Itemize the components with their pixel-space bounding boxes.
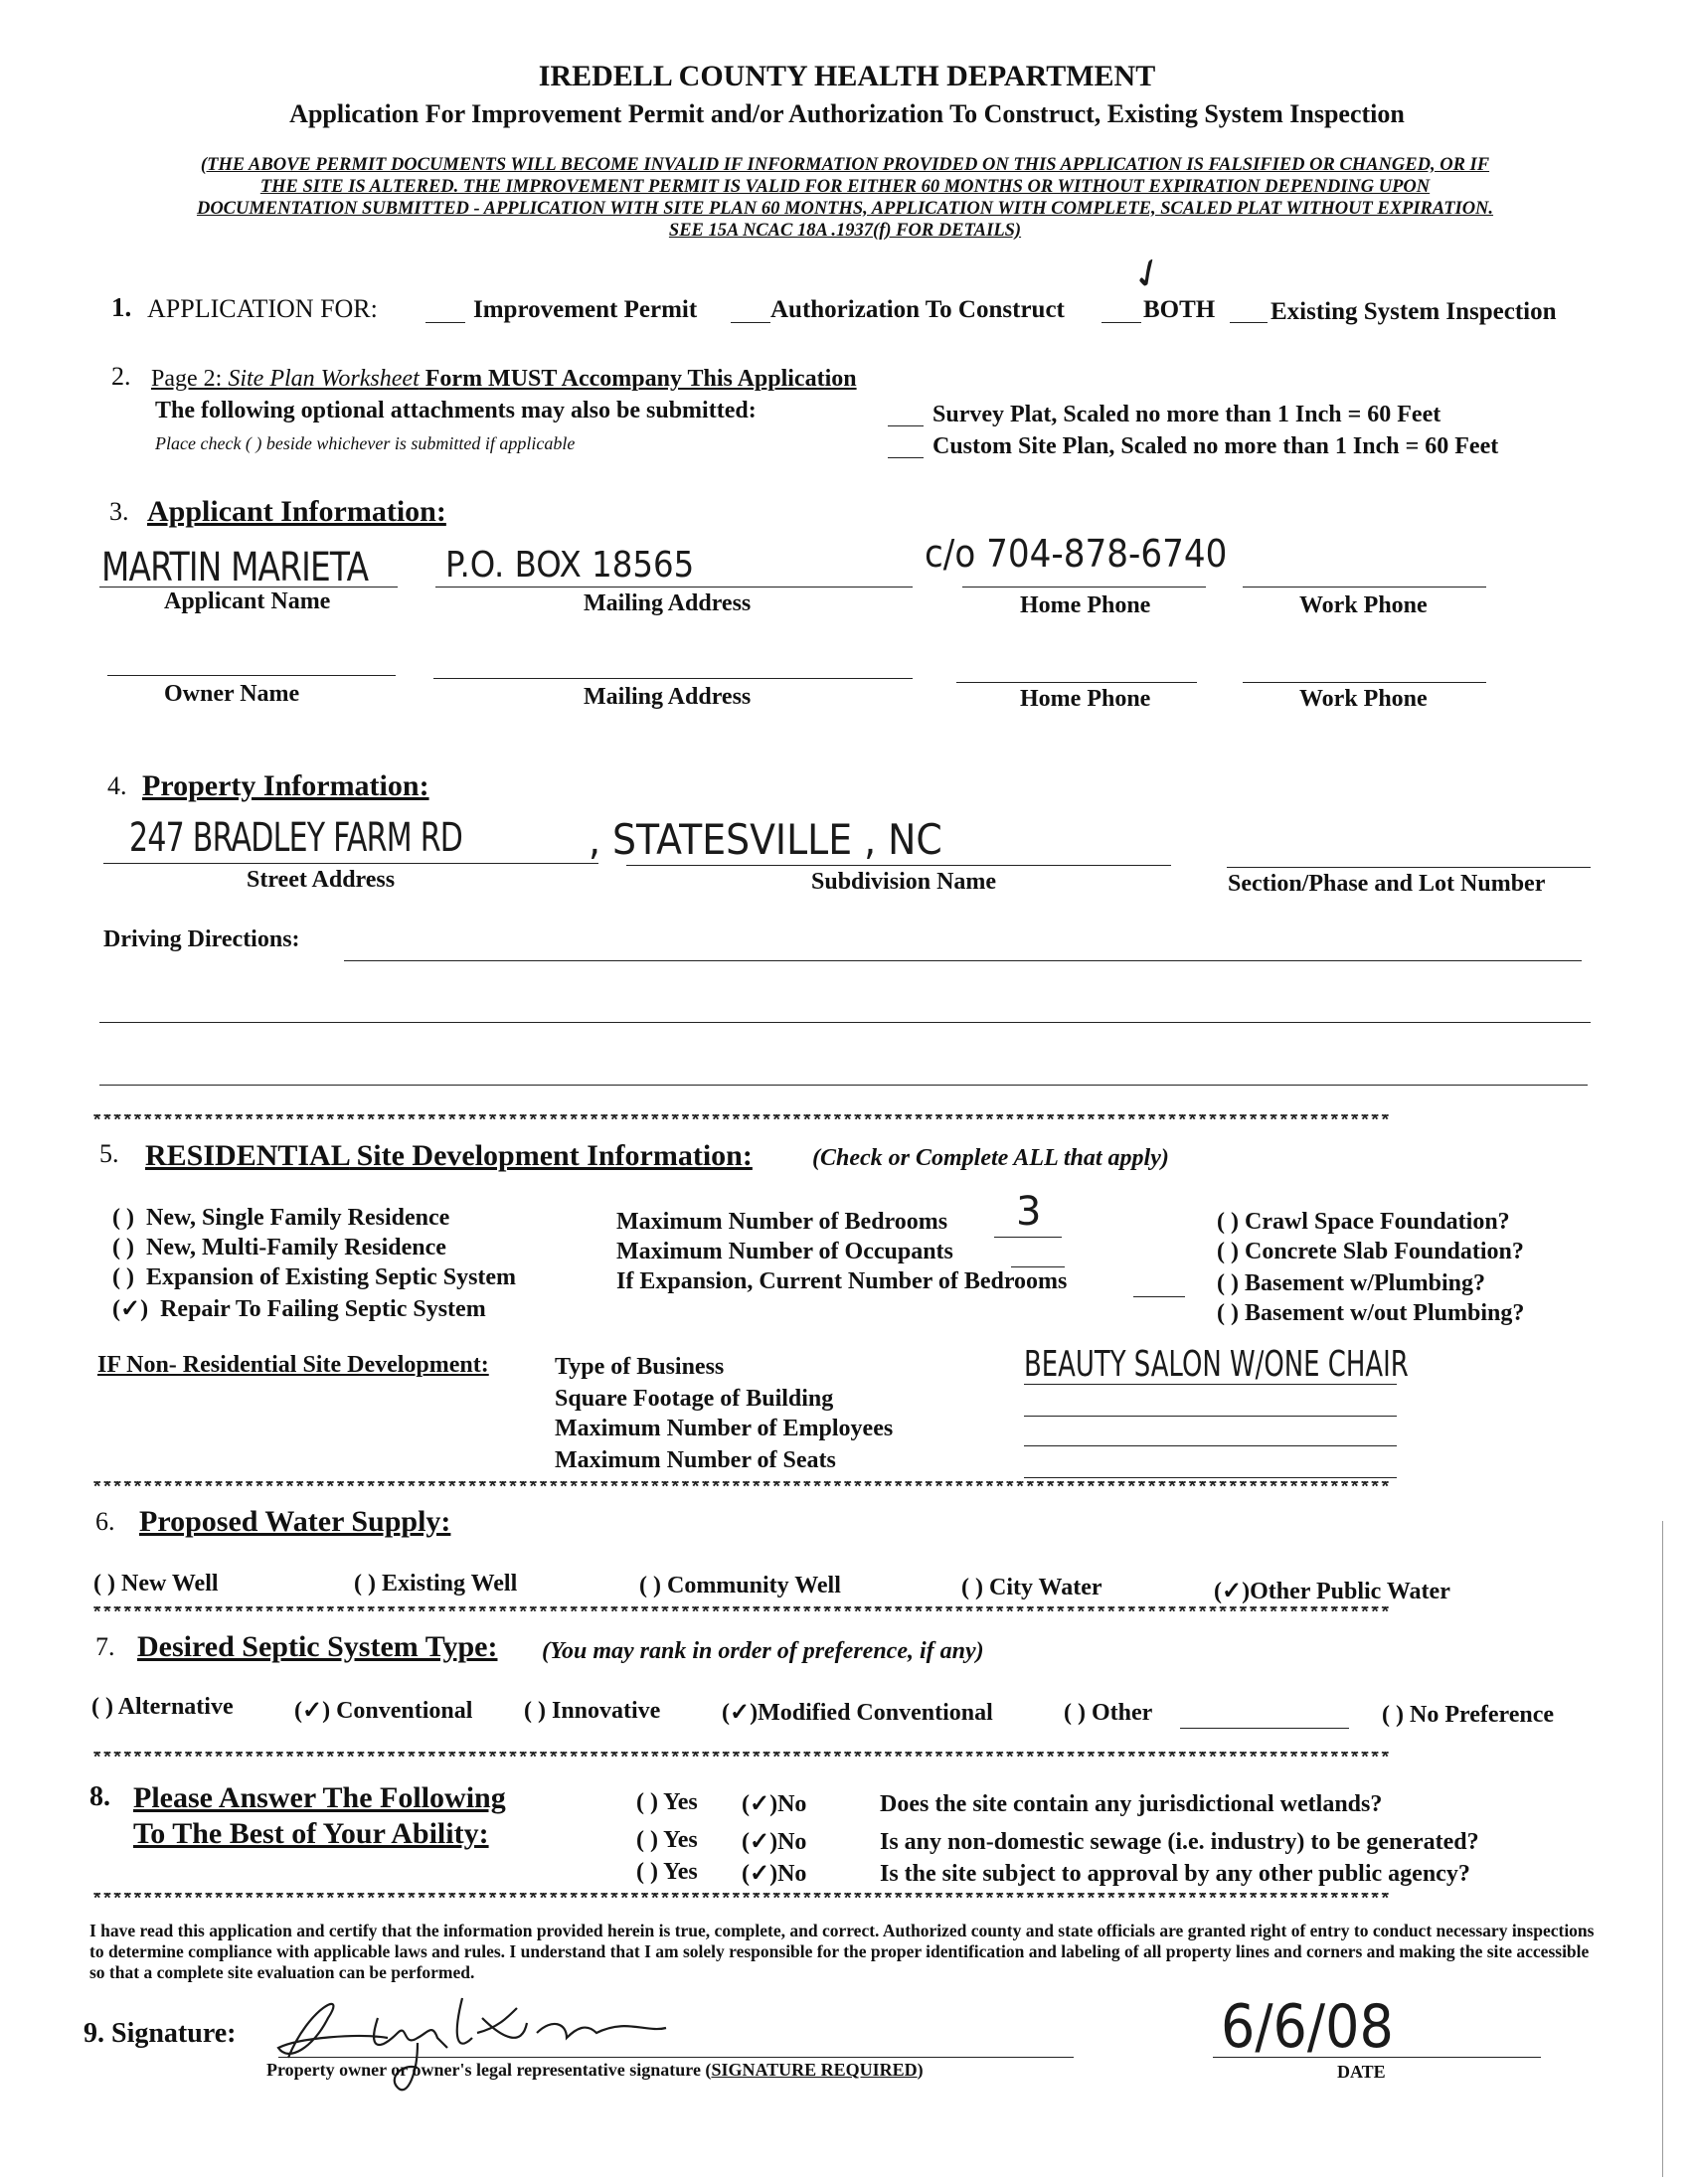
option-authorization-to-construct[interactable]: Authorization To Construct	[770, 296, 1065, 323]
water-new-well[interactable]: ( ) New Well	[93, 1571, 219, 1596]
section-phase-lot-label: Section/Phase and Lot Number	[1228, 871, 1546, 897]
street-address-value: 247 BRADLEY FARM RD	[129, 815, 463, 861]
please-answer-title-line-1: Please Answer The Following	[133, 1781, 506, 1814]
certification-text: I have read this application and certify that the information provided herein is true, complete, and correct. Authorized county and state officials are granted right of entry to conduct necessary inspections to determine compliance with applicable laws and rules. I understand that I am solely responsible for the proper identification and labeling of all property lines and corners and making the site accessible so that a complete site evaluation can be performed.	[89, 1921, 1595, 1982]
septic-system-type-title: Desired Septic System Type:	[137, 1630, 498, 1663]
option-improvement-permit[interactable]: Improvement Permit	[473, 296, 698, 323]
signature-caption	[266, 2060, 924, 2081]
res-option-repair-mark: (✓)	[112, 1296, 149, 1322]
home-phone-value: c/o 704-878-6740	[925, 532, 1228, 576]
optional-attachments-text: The following optional attachments may also be submitted:	[155, 398, 757, 423]
res-option-single-family-mark: ( )	[112, 1205, 134, 1231]
septic-other[interactable]: ( ) Other	[1064, 1700, 1153, 1726]
section-5-number: 5.	[99, 1139, 119, 1168]
wetlands-yes[interactable]: ( ) Yes	[636, 1789, 698, 1815]
signature-caption-prefix: Property owner or owner's legal representative signature (	[266, 2060, 712, 2080]
non-residential-label: IF Non- Residential Site Development:	[97, 1352, 489, 1378]
disclaimer-line-3: DOCUMENTATION SUBMITTED - APPLICATION WITH SITE PLAN 60 MONTHS, APPLICATION WITH COMPLETE, SCALED PLAT WITHOUT EXPIRATION.	[196, 199, 1494, 219]
water-other-public[interactable]: (✓)Other Public Water	[1214, 1579, 1450, 1604]
max-occupants-label: Maximum Number of Occupants	[616, 1239, 953, 1264]
separator-4: ********************************************************************************************************************************	[91, 1752, 1390, 1765]
crawl-space-option[interactable]: ( ) Crawl Space Foundation?	[1217, 1209, 1510, 1235]
max-seats-label: Maximum Number of Seats	[555, 1447, 836, 1473]
date-label: DATE	[1337, 2062, 1386, 2082]
check-all-note: (Check or Complete ALL that apply)	[812, 1145, 1169, 1171]
property-information-title: Property Information:	[142, 769, 429, 802]
septic-alternative[interactable]: ( ) Alternative	[91, 1694, 234, 1720]
both-check-mark: ✓	[1123, 246, 1174, 302]
site-plan-worksheet-notice	[151, 366, 857, 393]
city-state-value: , STATESVILLE , NC	[589, 815, 942, 864]
subdivision-name-label: Subdivision Name	[811, 869, 997, 895]
section-9-number: 9.	[84, 2018, 104, 2049]
owner-work-phone-label: Work Phone	[1299, 686, 1428, 712]
date-value: 6/6/08	[1221, 1992, 1394, 2062]
place-check-note: Place check ( ) beside whichever is submitted if applicable	[155, 433, 576, 453]
section-2-number: 2.	[111, 362, 131, 391]
separator-2: ********************************************************************************************************************************	[91, 1481, 1390, 1495]
septic-conventional[interactable]: (✓) Conventional	[294, 1698, 473, 1724]
street-address-label: Street Address	[247, 867, 396, 893]
page2-prefix: Page 2:	[151, 366, 229, 392]
water-supply-title: Proposed Water Supply:	[139, 1505, 451, 1538]
signature-label	[84, 2018, 237, 2050]
separator-3: ********************************************************************************************************************************	[91, 1606, 1390, 1620]
section-1-number: 1.	[111, 292, 132, 322]
concrete-slab-option[interactable]: ( ) Concrete Slab Foundation?	[1217, 1239, 1524, 1264]
res-option-single-family[interactable]	[112, 1205, 449, 1232]
application-for-label: APPLICATION FOR:	[147, 294, 378, 323]
max-bedrooms-label: Maximum Number of Bedrooms	[616, 1209, 948, 1235]
res-option-expansion-mark: ( )	[112, 1264, 134, 1290]
signature-caption-suffix: )	[917, 2060, 924, 2080]
non-domestic-yes[interactable]: ( ) Yes	[636, 1827, 698, 1853]
water-community-well[interactable]: ( ) Community Well	[639, 1573, 841, 1598]
non-domestic-question: Is any non-domestic sewage (i.e. industry) to be generated?	[880, 1829, 1479, 1855]
page-title: IREDELL COUNTY HEALTH DEPARTMENT	[538, 60, 1156, 92]
square-footage-label: Square Footage of Building	[555, 1386, 834, 1412]
work-phone-label: Work Phone	[1299, 592, 1428, 618]
applicant-information-title: Applicant Information:	[147, 495, 446, 528]
disclaimer-line-1: (THE ABOVE PERMIT DOCUMENTS WILL BECOME INVALID IF INFORMATION PROVIDED ON THIS APPLICATION IS FALSIFIED OR CHANGED, OR IF	[200, 155, 1490, 175]
owner-home-phone-label: Home Phone	[1020, 686, 1151, 712]
residential-title-rest: Site Development Information:	[349, 1139, 753, 1172]
res-option-expansion[interactable]	[112, 1264, 516, 1291]
section-7-number: 7.	[95, 1632, 115, 1661]
rank-preference-note: (You may rank in order of preference, if any)	[542, 1638, 984, 1664]
public-agency-question: Is the site subject to approval by any other public agency?	[880, 1861, 1470, 1887]
owner-mailing-address-label: Mailing Address	[584, 684, 752, 710]
residential-title-bold: RESIDENTIAL	[145, 1139, 350, 1172]
res-option-expansion-label: Expansion of Existing Septic System	[145, 1264, 517, 1290]
signature-label-text: Signature:	[111, 2018, 237, 2049]
please-answer-title-line-2: To The Best of Your Ability:	[133, 1817, 489, 1850]
separator-5: ********************************************************************************************************************************	[91, 1893, 1390, 1907]
section-3-number: 3.	[109, 497, 129, 526]
max-bedrooms-value: 3	[1016, 1189, 1042, 1235]
res-option-repair-label: Repair To Failing Septic System	[160, 1296, 486, 1322]
page2-italic: Site Plan Worksheet	[228, 366, 420, 392]
type-of-business-label: Type of Business	[555, 1354, 725, 1380]
section-4-number: 4.	[107, 771, 127, 800]
water-existing-well[interactable]: ( ) Existing Well	[354, 1571, 518, 1596]
mailing-address-label: Mailing Address	[584, 590, 752, 616]
section-6-number: 6.	[95, 1507, 115, 1536]
wetlands-question: Does the site contain any jurisdictional wetlands?	[880, 1791, 1383, 1817]
driving-directions-label: Driving Directions:	[103, 926, 300, 952]
residential-site-development-title	[145, 1139, 753, 1173]
basement-no-plumbing-option[interactable]: ( ) Basement w/out Plumbing?	[1217, 1300, 1525, 1326]
home-phone-label: Home Phone	[1020, 592, 1151, 618]
section-8-number: 8.	[89, 1781, 110, 1812]
option-survey-plat[interactable]: Survey Plat, Scaled no more than 1 Inch = 60 Feet	[932, 402, 1441, 427]
septic-innovative[interactable]: ( ) Innovative	[524, 1698, 661, 1724]
res-option-repair[interactable]	[112, 1294, 486, 1323]
public-agency-yes[interactable]: ( ) Yes	[636, 1859, 698, 1885]
option-existing-system-inspection[interactable]: Existing System Inspection	[1270, 298, 1557, 325]
wetlands-no[interactable]: (✓)No	[742, 1791, 807, 1817]
page-subtitle: Application For Improvement Permit and/or Authorization To Construct, Existing System Inspection	[289, 99, 1405, 128]
page2-suffix: Form MUST Accompany This Application	[419, 366, 857, 392]
disclaimer-line-4: SEE 15A NCAC 18A .1937(f) FOR DETAILS)	[668, 221, 1022, 241]
option-both[interactable]: BOTH	[1143, 296, 1216, 323]
septic-modified-conventional[interactable]: (✓)Modified Conventional	[722, 1700, 993, 1726]
water-city-water[interactable]: ( ) City Water	[961, 1575, 1102, 1600]
mailing-address-value: P.O. BOX 18565	[445, 545, 695, 586]
separator-1: ********************************************************************************************************************************	[91, 1114, 1390, 1128]
max-employees-label: Maximum Number of Employees	[555, 1416, 894, 1441]
applicant-name-label: Applicant Name	[164, 588, 331, 614]
disclaimer-line-2: THE SITE IS ALTERED. THE IMPROVEMENT PERMIT IS VALID FOR EITHER 60 MONTHS OR WITHOUT EXPIRATION DEPENDING UPON	[259, 177, 1431, 197]
type-of-business-value: BEAUTY SALON W/ONE CHAIR	[1024, 1344, 1409, 1385]
res-option-single-family-label: New, Single Family Residence	[145, 1205, 450, 1231]
res-option-multi-family-mark: ( )	[112, 1235, 134, 1260]
basement-plumbing-option[interactable]: ( ) Basement w/Plumbing?	[1217, 1270, 1485, 1296]
non-domestic-no[interactable]: (✓)No	[742, 1829, 807, 1855]
public-agency-no[interactable]: (✓)No	[742, 1861, 807, 1887]
option-custom-site-plan[interactable]: Custom Site Plan, Scaled no more than 1 Inch = 60 Feet	[932, 433, 1499, 459]
res-option-multi-family[interactable]	[112, 1235, 446, 1261]
applicant-name-value: MARTIN MARIETA	[101, 545, 369, 590]
expansion-bedrooms-label: If Expansion, Current Number of Bedrooms	[616, 1268, 1068, 1294]
res-option-multi-family-label: New, Multi-Family Residence	[145, 1235, 446, 1260]
septic-no-preference[interactable]: ( ) No Preference	[1382, 1702, 1555, 1728]
owner-name-label: Owner Name	[164, 681, 300, 707]
signature-required: SIGNATURE REQUIRED	[711, 2060, 918, 2080]
